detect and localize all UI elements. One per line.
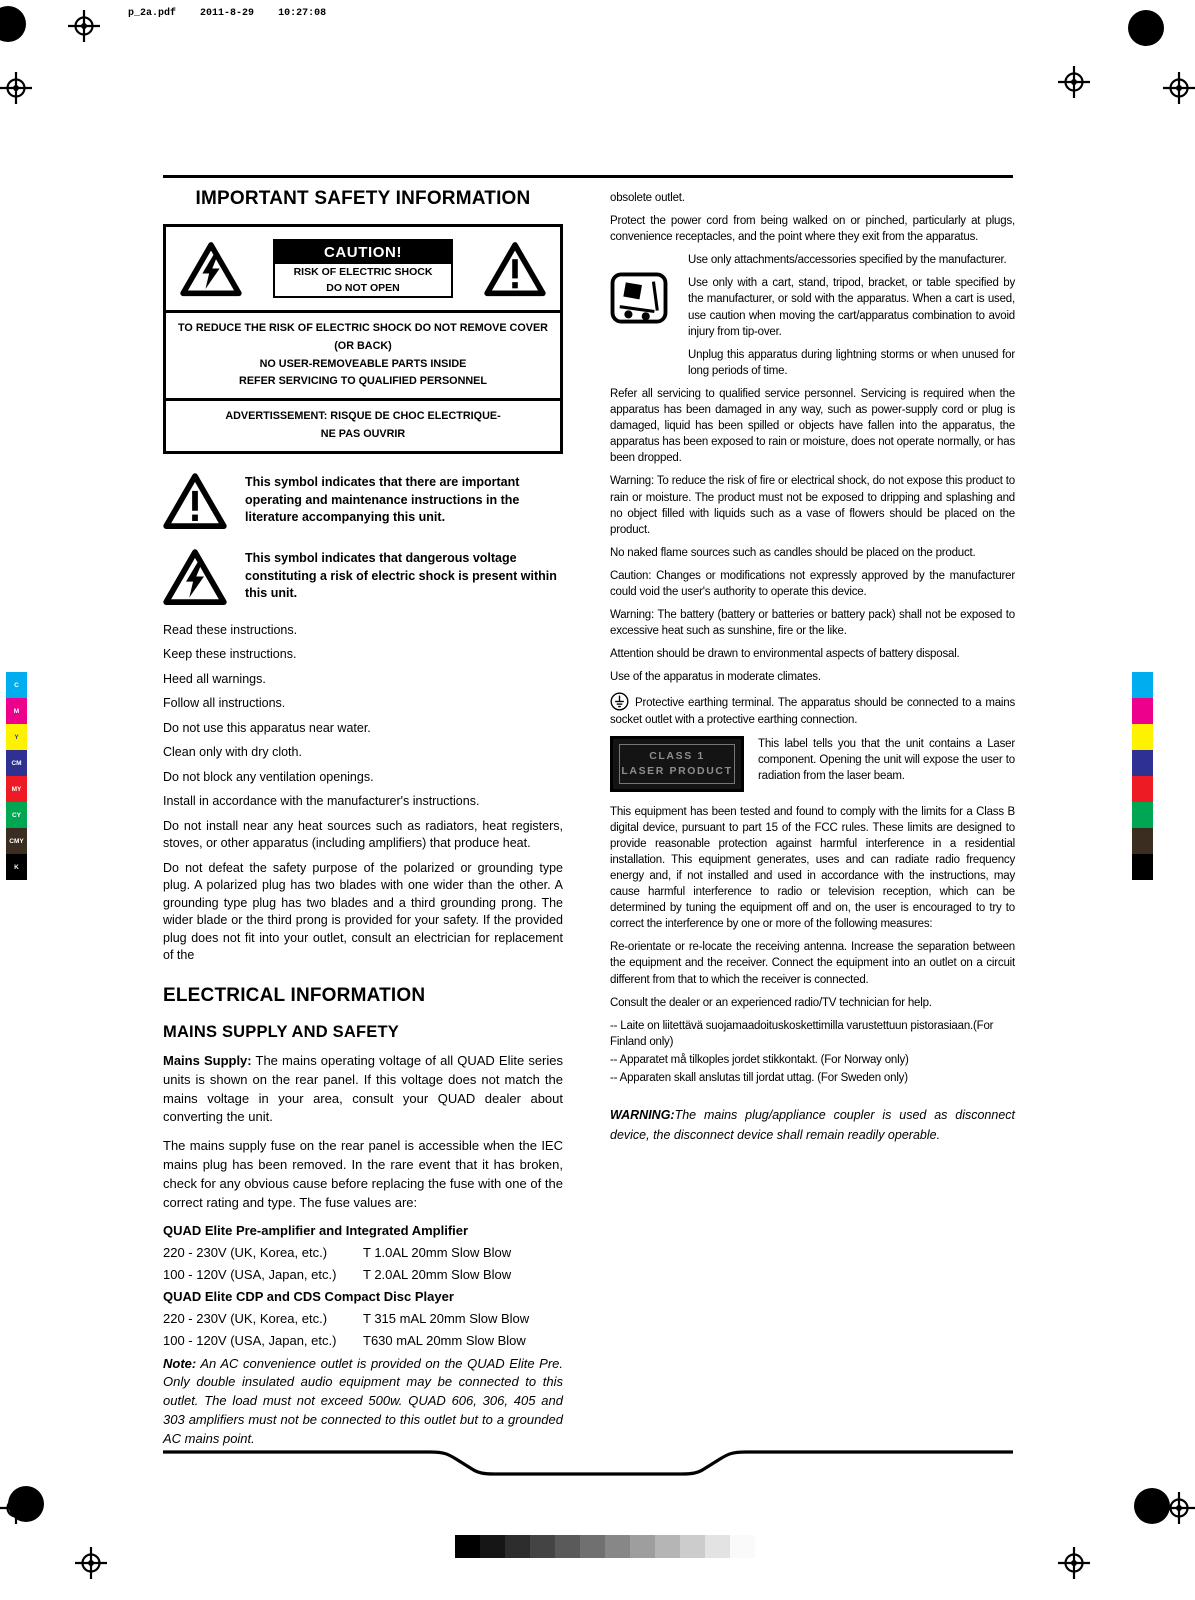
laser-label-inner	[619, 744, 735, 784]
paragraph-unplug: Unplug this apparatus during lightning storms or when unused for long periods of time.	[688, 348, 1015, 377]
gray-step	[655, 1535, 680, 1558]
registration-mark-icon	[0, 72, 32, 104]
caution-center-block	[273, 239, 453, 298]
paragraph-cart: Use only with a cart, stand, tripod, bracket, or table specified by the manufacturer, or sold with the apparatus. When a cart is used, use caution when moving the cart/apparatus combination to avoid injury from tip-over.	[688, 277, 1015, 338]
caution-body-line: REFER SERVICING TO QUALIFIED PERSONNEL	[239, 375, 487, 388]
ac-outlet-note	[163, 1355, 563, 1449]
fuse-spec: T630 mAL 20mm Slow Blow	[363, 1332, 526, 1348]
mains-supply-text: The mains operating voltage of all QUAD Elite series units is shown on the rear panel. If this voltage does not match the mains voltage in your area, consult your QUAD dealer about converting the unit.	[163, 1052, 563, 1125]
registration-mark-icon	[75, 1547, 107, 1579]
color-swatch	[1132, 854, 1153, 880]
registration-mark-icon	[1163, 72, 1195, 104]
symbol-note-row	[163, 471, 563, 530]
fuse-paragraph: The mains supply fuse on the rear panel is accessible when the IEC mains plug has been removed. In the rare event that it has broken, check for any obvious cause before replacing the fuse with one of the correct rating and type. The fuse values are:	[163, 1138, 563, 1210]
color-bar-right	[1132, 672, 1153, 880]
caution-french-line: ADVERTISSEMENT: RISQUE DE CHOC ELECTRIQUE-	[225, 410, 501, 423]
caution-risk-line: RISK OF ELECTRIC SHOCK	[293, 266, 433, 278]
color-swatch: MY	[6, 776, 27, 802]
paragraph-warning-battery: Warning: The battery (battery or batteries or battery pack) shall not be exposed to excessive heat such as sunshine, fire or the like.	[610, 609, 1015, 638]
gray-step	[455, 1535, 480, 1558]
mains-supply-lead: Mains Supply:	[163, 1052, 252, 1068]
earthing-text: Protective earthing terminal. The apparatus should be connected to a mains socket outlet with a protective earthing connection.	[610, 697, 1015, 726]
gray-step	[505, 1535, 530, 1558]
instruction-item: Clean only with dry cloth.	[163, 745, 302, 760]
instruction-item: Install in accordance with the manufacturer's instructions.	[163, 794, 480, 809]
registration-mark-icon	[68, 10, 100, 42]
fuse-voltage: 220 - 230V (UK, Korea, etc.)	[163, 1310, 328, 1326]
paragraph-sweden: -- Apparaten skall anslutas till jordat uttag. (For Sweden only)	[610, 1072, 908, 1085]
mains-supply-paragraph	[163, 1052, 563, 1127]
fuse-row	[163, 1311, 563, 1326]
grayscale-bar	[455, 1535, 755, 1558]
paragraph-norway: -- Apparatet må tilkoples jordet stikkontakt. (For Norway only)	[610, 1053, 909, 1066]
registration-mark-icon	[1058, 66, 1090, 98]
color-swatch	[1132, 698, 1153, 724]
color-swatch: CM	[6, 750, 27, 776]
caution-risk-line: DO NOT OPEN	[326, 282, 400, 294]
earth-terminal-icon	[610, 692, 629, 711]
paragraph-battery-disposal: Attention should be drawn to environmental aspects of battery disposal.	[610, 648, 960, 661]
paragraph-attachments: Use only attachments/accessories specified by the manufacturer.	[688, 254, 1007, 267]
left-column	[163, 188, 563, 1459]
color-bar-left	[6, 672, 27, 880]
paragraph-warning-moisture: Warning: To reduce the risk of fire or electrical shock, do not expose this product to rain or moisture. The product must not be exposed to dripping and splashing and no object filled with liquids such as a vase of flowers should be placed on the product.	[610, 475, 1015, 536]
gray-step	[680, 1535, 705, 1558]
gray-step	[605, 1535, 630, 1558]
top-rule	[163, 175, 1013, 178]
instruction-item: Read these instructions.	[163, 622, 298, 637]
fuse-spec: T 1.0AL 20mm Slow Blow	[363, 1244, 512, 1260]
corner-disc	[8, 1486, 44, 1522]
color-swatch	[1132, 750, 1153, 776]
safety-instructions-list	[163, 622, 563, 965]
fuse-voltage: 100 - 120V (USA, Japan, etc.)	[163, 1332, 337, 1348]
registration-mark-icon	[1058, 1547, 1090, 1579]
corner-disc	[0, 6, 26, 42]
class1-laser-label	[610, 736, 744, 792]
instruction-item: Do not use this apparatus near water.	[163, 720, 371, 735]
caution-french-line: NE PAS OUVRIR	[320, 428, 406, 441]
instruction-item: Do not defeat the safety purpose of the polarized or grounding type plug. A polarized plug has two blades with one wider than the other. A grounding type plug has two blades and a third grounding prong. The wider blade or the third prong is provided for your safety. If the provided plug does not fit into your outlet, consult an electrician for replacement of the	[163, 860, 563, 963]
fuse-voltage: 220 - 230V (UK, Korea, etc.)	[163, 1244, 328, 1260]
paragraph-caution-changes: Caution: Changes or modifications not expressly approved by the manufacturer could void the user's authority to operate this device.	[610, 569, 1015, 598]
instruction-item: Do not block any ventilation openings.	[163, 769, 374, 784]
gray-step	[530, 1535, 555, 1558]
color-swatch: M	[6, 698, 27, 724]
note-text: An AC convenience outlet is provided on the QUAD Elite Pre. Only double insulated audio equipment may be connected to this outlet. The load must not exceed 500w. QUAD 606, 306, 405 and 303 amplifiers must not be connected to this outlet but to a grounded AC mains point.	[163, 1355, 563, 1446]
caution-box-top	[166, 227, 560, 310]
exclamation-triangle-icon	[484, 240, 546, 297]
paragraph-consult-dealer: Consult the dealer or an experienced radio/TV technician for help.	[610, 996, 932, 1009]
fuse-spec: T 315 mAL 20mm Slow Blow	[363, 1310, 530, 1326]
color-swatch: C	[6, 672, 27, 698]
color-swatch: CMY	[6, 828, 27, 854]
paragraph-climate: Use of the apparatus in moderate climates.	[610, 671, 821, 684]
paragraph-protect-cord: Protect the power cord from being walked on or pinched, particularly at plugs, convenience receptacles, and the point where they exit from the apparatus.	[610, 215, 1015, 244]
laser-label-line: LASER PRODUCT	[621, 764, 733, 777]
fuse-row	[163, 1267, 563, 1282]
paragraph-interference-measures: Re-orientate or re-locate the receiving antenna. Increase the separation between the equipment and the receiver. Connect the equipment into an outlet on a circuit different from that to which the receiver is connected.	[610, 941, 1015, 986]
color-swatch: Y	[6, 724, 27, 750]
fuse-row	[163, 1333, 563, 1348]
symbol-note-text: This symbol indicates that there are important operating and maintenance instructions in the literature accompanying this unit.	[245, 475, 520, 525]
slug-filename: p_2a.pdf	[128, 8, 177, 19]
gray-step	[555, 1535, 580, 1558]
instruction-item: Keep these instructions.	[163, 647, 297, 662]
lightning-triangle-icon	[180, 240, 242, 297]
exclamation-triangle-icon	[163, 471, 227, 530]
lightning-triangle-icon	[163, 547, 227, 606]
instruction-item: Follow all instructions.	[163, 696, 286, 711]
warning-text: The mains plug/appliance coupler is used as disconnect device, the disconnect device shall remain readily operable.	[610, 1108, 1015, 1142]
fuse-row	[163, 1245, 563, 1260]
right-column	[610, 190, 1015, 1157]
electrical-information-heading: ELECTRICAL INFORMATION	[163, 984, 426, 1006]
page-title: IMPORTANT SAFETY INFORMATION	[195, 188, 531, 209]
cart-warning-icon	[610, 252, 688, 380]
slug-line	[128, 8, 344, 19]
laser-label-line: CLASS 1	[649, 749, 705, 762]
paragraph-warning-mains-plug	[610, 1106, 1015, 1145]
gray-step	[730, 1535, 755, 1558]
color-swatch	[1132, 828, 1153, 854]
paragraph-obsolete-outlet: obsolete outlet.	[610, 192, 685, 204]
paragraph-laser: This label tells you that the unit contains a Laser component. Opening the unit will expose the user to radiation from the laser beam.	[758, 737, 1015, 782]
color-swatch: CY	[6, 802, 27, 828]
fuse-spec: T 2.0AL 20mm Slow Blow	[363, 1266, 512, 1282]
cart-warning-section	[610, 252, 1015, 386]
gray-step	[580, 1535, 605, 1558]
paragraph-servicing: Refer all servicing to qualified service personnel. Servicing is required when the apparatus has been damaged in any way, such as power-supply cord or plug is damaged, liquid has been spilled or objects have fallen into the apparatus, the apparatus has been exposed to rain or moisture, does not operate normally, or has been dropped.	[610, 387, 1015, 465]
instruction-item: Heed all warnings.	[163, 671, 266, 686]
caution-title: CAUTION!	[275, 241, 451, 264]
caution-body-line: NO USER-REMOVEABLE PARTS INSIDE	[259, 357, 467, 370]
color-swatch	[1132, 724, 1153, 750]
slug-time: 10:27:08	[278, 8, 327, 19]
laser-label-section	[610, 736, 1015, 792]
paragraph-fcc: This equipment has been tested and found to comply with the limits for a Class B digital device, pursuant to part 15 of the FCC rules. These limits are designed to provide reasonable protection against harmful interference in a residential installation. This equipment generates, uses and can radiate radio frequency energy and, if not installed and used in accordance with the instructions, may cause harmful interference to radio or television reception, which can be determined by tuning the equipment off and on, the user is encouraged to try to correct the interference by one or more of the following measures:	[610, 805, 1015, 931]
caution-box-french	[166, 398, 560, 451]
cd-player-fuse-heading: QUAD Elite CDP and CDS Compact Disc Player	[163, 1288, 454, 1304]
gray-step	[480, 1535, 505, 1558]
paragraph-earthing	[610, 692, 1015, 727]
gray-step	[630, 1535, 655, 1558]
corner-disc	[1128, 10, 1164, 46]
caution-box-middle	[166, 310, 560, 398]
warning-lead: WARNING:	[610, 1108, 675, 1123]
color-swatch	[1132, 776, 1153, 802]
gray-step	[705, 1535, 730, 1558]
instruction-item: Do not install near any heat sources such as radiators, heat registers, stoves, or other apparatus (including amplifiers) that produce heat.	[163, 818, 563, 851]
amplifier-fuse-heading: QUAD Elite Pre-amplifier and Integrated Amplifier	[163, 1222, 469, 1238]
corner-disc	[1134, 1488, 1170, 1524]
note-lead: Note:	[163, 1355, 197, 1371]
fuse-voltage: 100 - 120V (USA, Japan, etc.)	[163, 1266, 337, 1282]
color-swatch: K	[6, 854, 27, 880]
mains-supply-heading: MAINS SUPPLY AND SAFETY	[163, 1022, 399, 1041]
paragraph-finland: -- Laite on liitettävä suojamaadoituskoskettimilla varustettuun pistorasiaan.(For Finland only)	[610, 1019, 994, 1048]
color-swatch	[1132, 672, 1153, 698]
caution-box	[163, 224, 563, 454]
paragraph-no-flames: No naked flame sources such as candles should be placed on the product.	[610, 546, 976, 559]
symbol-note-text: This symbol indicates that dangerous voltage constituting a risk of electric shock is present within this unit.	[245, 551, 557, 601]
caution-body-line: TO REDUCE THE RISK OF ELECTRIC SHOCK DO NOT REMOVE COVER (OR BACK)	[178, 322, 548, 352]
slug-date: 2011-8-29	[200, 8, 255, 19]
symbol-note-row	[163, 547, 563, 606]
color-swatch	[1132, 802, 1153, 828]
